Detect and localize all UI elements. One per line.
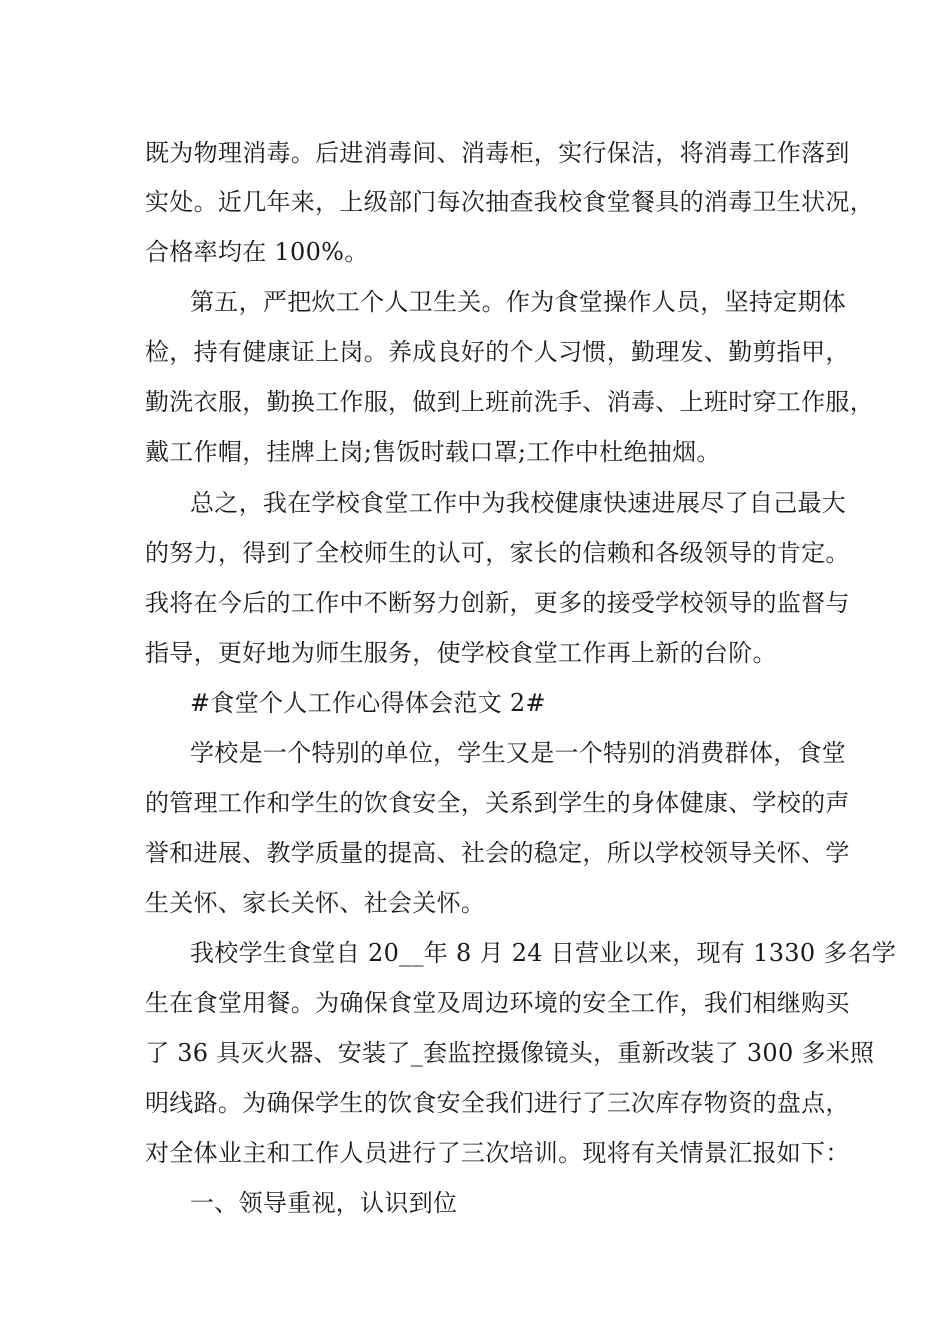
text-line: 实处。近几年来，上级部门每次抽查我校食堂餐具的消毒卫生状况，: [145, 188, 874, 216]
text-line: 指导，更好地为师生服务，使学校食堂工作再上新的台阶。: [145, 639, 777, 667]
text-line: 了 36 具灭火器、安装了_套监控摄像镜头，重新改装了 300 多米照: [145, 1039, 875, 1067]
text-line: 合格率均在 100%。: [145, 238, 369, 266]
text-line: 生在食堂用餐。为确保食堂及周边环境的安全工作，我们相继购买: [145, 989, 850, 1017]
text-line: 的管理工作和学生的饮食安全，关系到学生的身体健康、学校的声: [145, 789, 850, 817]
text-line: 的努力，得到了全校师生的认可，家长的信赖和各级领导的肯定。: [145, 539, 850, 567]
text-line: 誉和进展、教学质量的提高、社会的稳定，所以学校领导关怀、学: [145, 839, 850, 867]
text-line: 我将在今后的工作中不断努力创新，更多的接受学校领导的监督与: [145, 589, 850, 617]
text-line: 对全体业主和工作人员进行了三次培训。现将有关情景汇报如下：: [145, 1139, 850, 1167]
text-line: 检，持有健康证上岗。养成良好的个人习惯，勤理发、勤剪指甲，: [145, 338, 850, 366]
text-line: 戴工作帽，挂牌上岗;售饭时载口罩;工作中杜绝抽烟。: [145, 438, 721, 466]
text-line: 明线路。为确保学生的饮食安全我们进行了三次库存物资的盘点，: [145, 1089, 850, 1117]
paragraph-start-line: 我校学生食堂自 20__年 8 月 24 日营业以来，现有 1330 多名学: [190, 939, 897, 967]
text-line: 生关怀、家长关怀、社会关怀。: [145, 889, 486, 917]
paragraph-start-line: 学校是一个特别的单位，学生又是一个特别的消费群体，食堂: [190, 739, 847, 767]
text-line: 既为物理消毒。后进消毒间、消毒柜，实行保洁，将消毒工作落到: [145, 139, 850, 167]
text-line: 勤洗衣服，勤换工作服，做到上班前洗手、消毒、上班时穿工作服，: [145, 388, 874, 416]
paragraph-start-line: 总之，我在学校食堂工作中为我校健康快速进展尽了自己最大: [190, 489, 847, 517]
subsection-heading: 一、领导重视，认识到位: [190, 1189, 458, 1217]
paragraph-start-line: 第五，严把炊工个人卫生关。作为食堂操作人员，坚持定期体: [190, 288, 847, 316]
section-heading: #食堂个人工作心得体会范文 2#: [190, 689, 546, 717]
